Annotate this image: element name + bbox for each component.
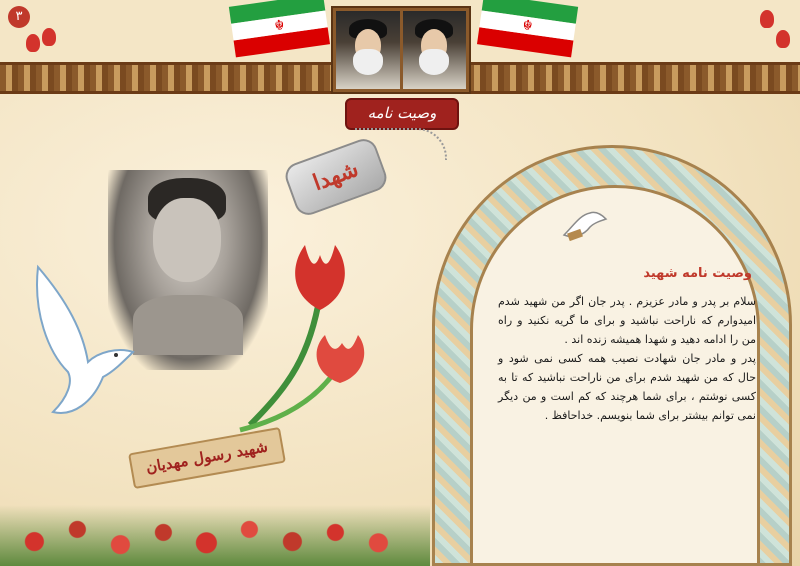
- will-paragraph: سلام بر پدر و مادر عزیزم . پدر جان اگر من شهید شدم امیدوارم که ناراحت نباشید و برای ما گریه نکنید و راه من را ادامه دهید و شهدا همیشه زنده اند .: [498, 295, 756, 346]
- leaders-portraits: [331, 6, 471, 94]
- will-header-banner: وصیت نامه: [345, 98, 459, 130]
- page-number-badge: ۳: [8, 6, 30, 28]
- rose-icon: [760, 10, 774, 28]
- dove-icon: [28, 262, 138, 422]
- dove-icon: [560, 205, 610, 245]
- portrait-right: [403, 11, 467, 89]
- dogtag-badge: شهدا: [282, 135, 391, 219]
- rose-icon: [26, 34, 40, 52]
- flower-border: [0, 505, 430, 566]
- flag-icon: ☬: [477, 0, 578, 58]
- will-paragraph: پدر و مادر جان شهادت نصیب همه کسی نمی شود و حال که من شهید شدم برای من ناراحت نباشید که تا به کسی نوشتم ، برای شما هرچند که کم است و من دیگر نمی توانم بیشتر برای شما بنویسم. خداحافظ .: [498, 352, 756, 422]
- rose-icon: [776, 30, 790, 48]
- flag-icon: ☬: [229, 0, 330, 58]
- rose-icon: [42, 28, 56, 46]
- portrait-left: [336, 11, 400, 89]
- will-body: [498, 292, 756, 425]
- martyr-name-banner: شهید رسول مهدیان: [128, 427, 286, 489]
- will-title: وصیت نامه شهید: [643, 266, 752, 281]
- tulip-icon: [230, 235, 370, 435]
